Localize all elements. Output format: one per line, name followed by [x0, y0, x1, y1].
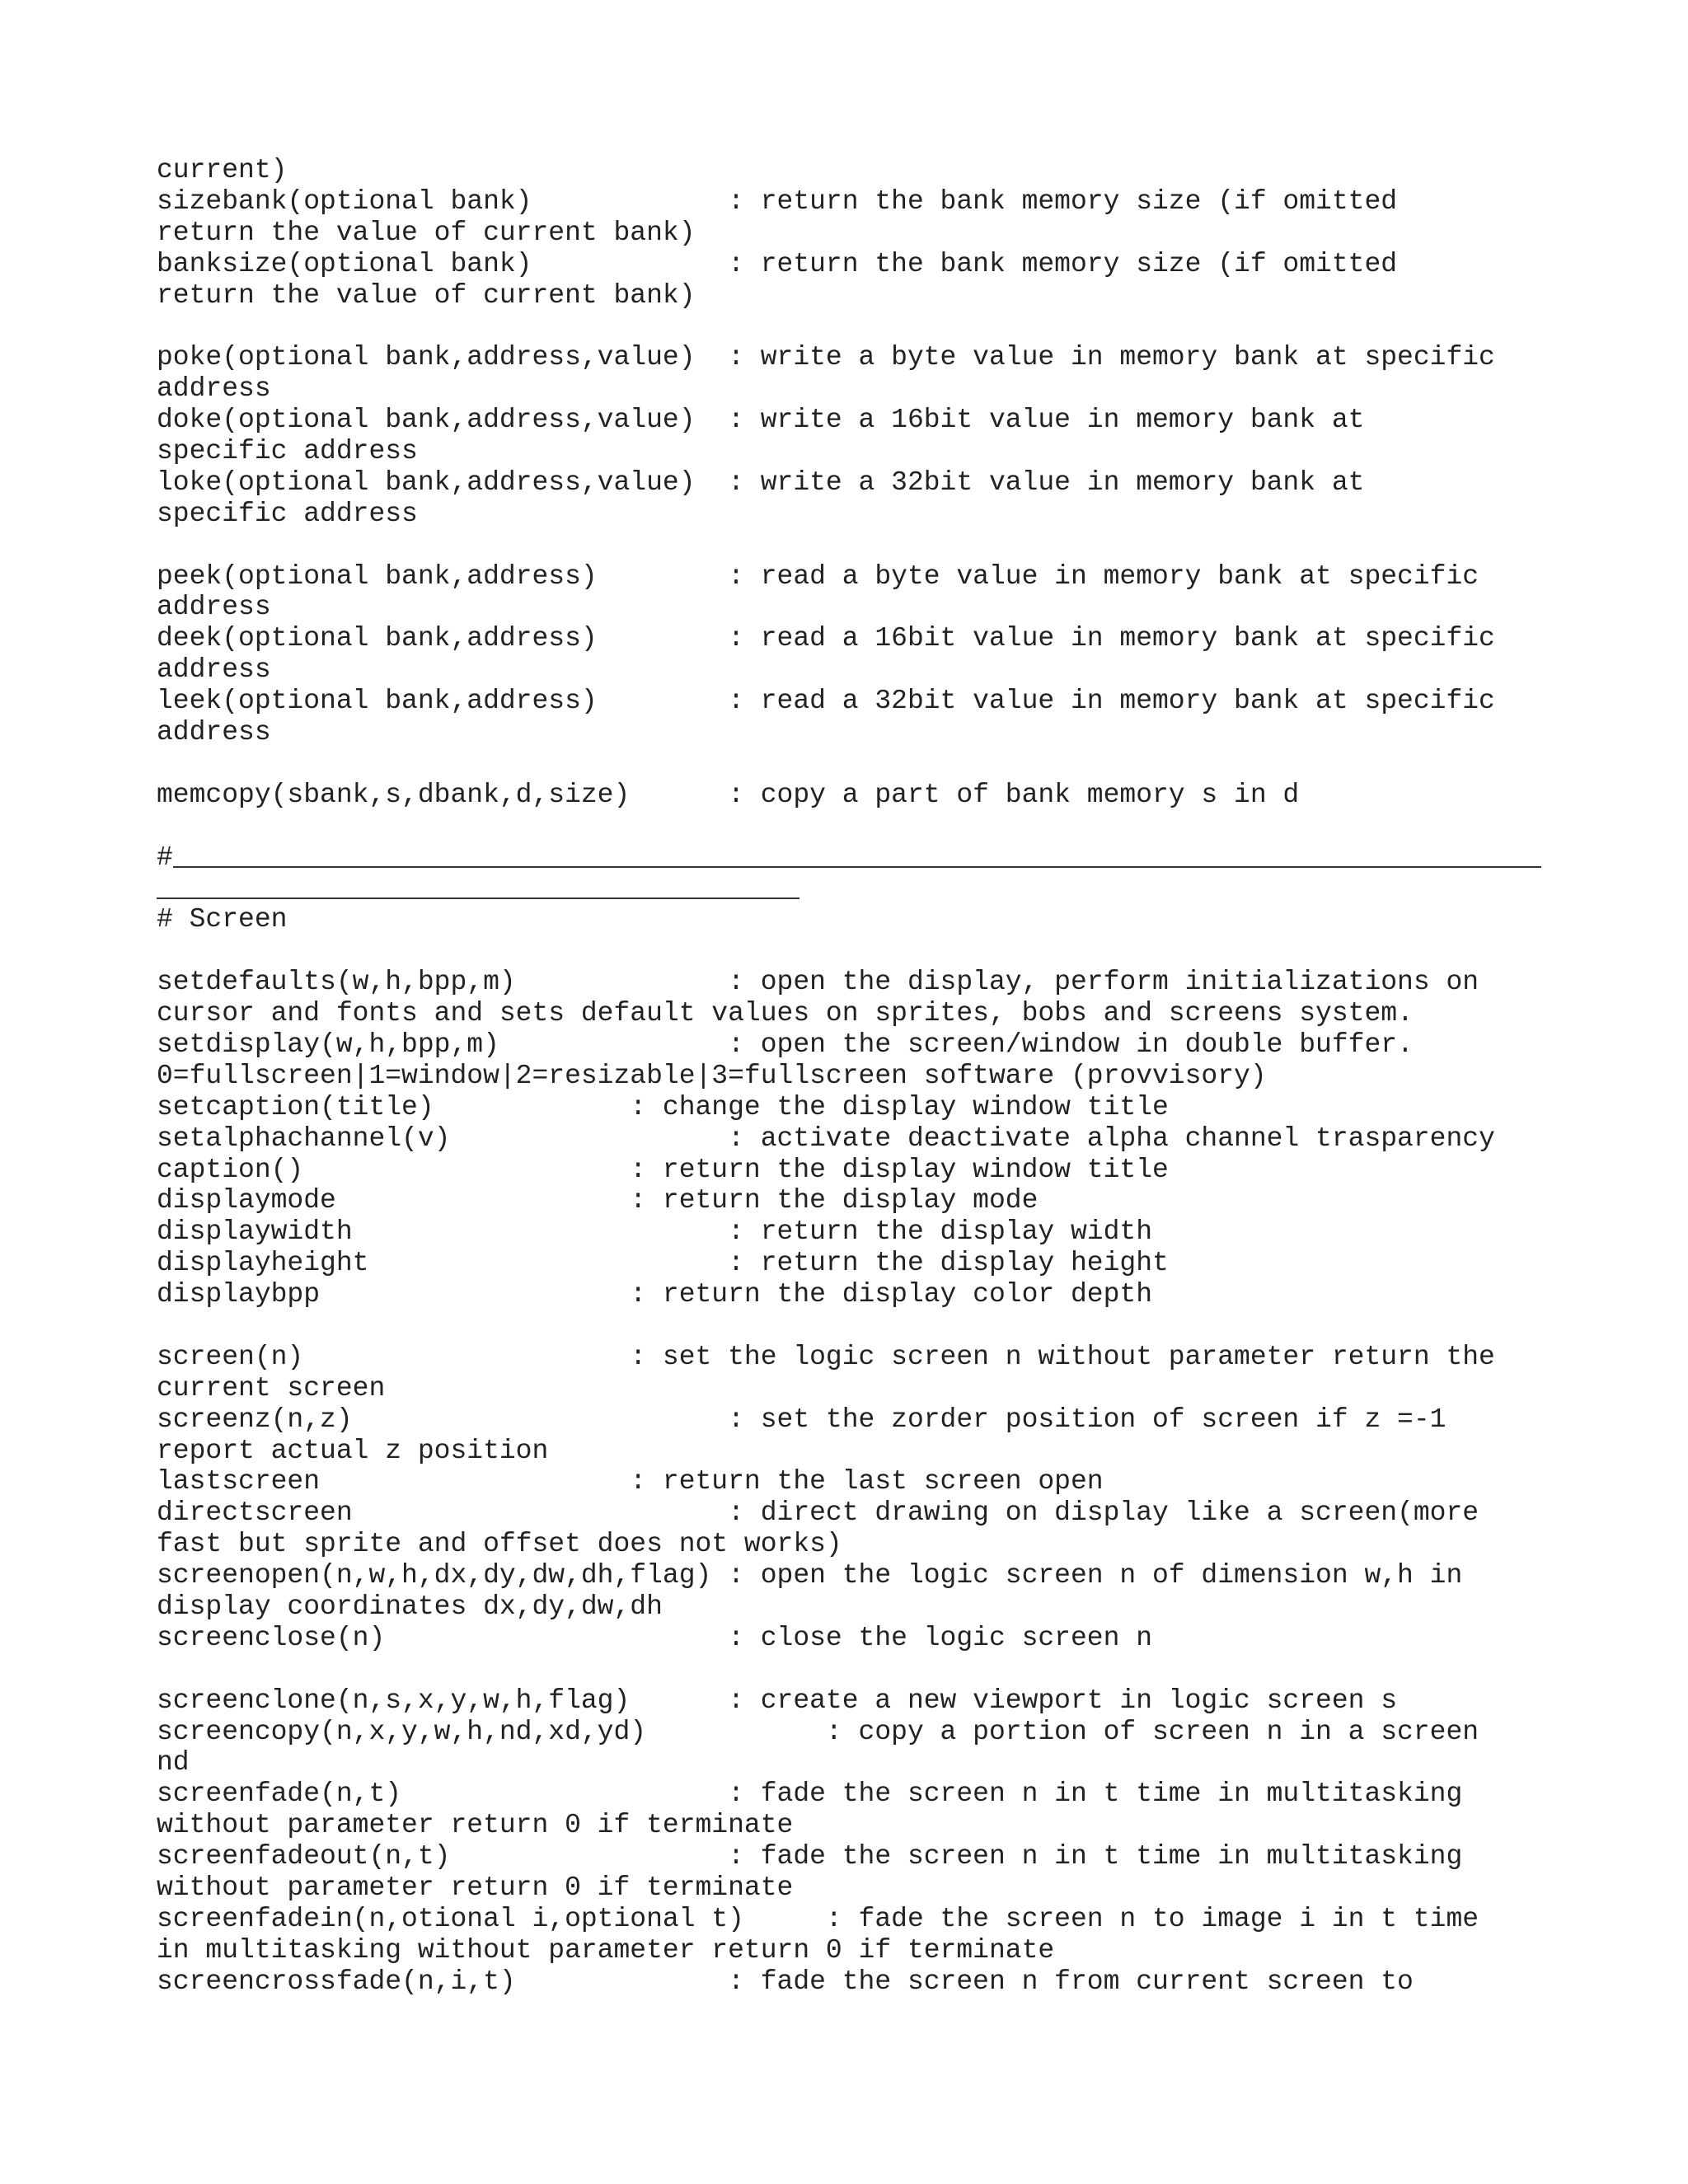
text-line: screenfadeout(n,t) : fade the screen n in t time in multitasking — [157, 1841, 1463, 1872]
text-line: screencopy(n,x,y,w,h,nd,xd,yd) : copy a portion of screen n in a screen — [157, 1716, 1479, 1747]
section-divider — [173, 866, 1541, 868]
text-line: memcopy(sbank,s,dbank,d,size) : copy a part of bank memory s in d — [157, 779, 1300, 810]
text-line: poke(optional bank,address,value) : write a byte value in memory bank at specific — [157, 342, 1495, 373]
text-line: leek(optional bank,address) : read a 32bit value in memory bank at specific — [157, 686, 1495, 717]
text-line: screenfadein(n,otional i,optional t) : fade the screen n to image i in t time — [157, 1903, 1479, 1934]
text-line: nd — [157, 1747, 190, 1779]
text-line: peek(optional bank,address) : read a byte value in memory bank at specific — [157, 560, 1479, 592]
text-line: # Screen — [157, 904, 288, 935]
text-line: sizebank(optional bank) : return the bank memory size (if omitted — [157, 185, 1398, 217]
text-line: setalphachannel(v) : activate deactivate alpha channel trasparency — [157, 1122, 1495, 1154]
text-line — [157, 748, 1541, 780]
text-line: # — [157, 842, 1541, 874]
text-line: displaybpp : return the display color depth — [157, 1279, 1152, 1310]
document-page — [157, 155, 1541, 1998]
text-line: return the value of current bank) — [157, 279, 696, 311]
text-line: screencrossfade(n,i,t) : fade the screen n from current screen to — [157, 1966, 1414, 1997]
text-line: doke(optional bank,address,value) : write a 16bit value in memory bank at — [157, 405, 1365, 436]
text-line: banksize(optional bank) : return the bank memory size (if omitted — [157, 248, 1398, 279]
text-line — [157, 935, 1541, 967]
text-line: displayheight : return the display height — [157, 1248, 1169, 1279]
text-line: in multitasking without parameter return 0 if terminate — [157, 1934, 1055, 1966]
text-line: without parameter return 0 if terminate — [157, 1810, 794, 1841]
section-divider-continuation — [157, 898, 799, 899]
text-line: setdefaults(w,h,bpp,m) : open the display, perform initializations on — [157, 967, 1479, 998]
text-line: fast but sprite and offset does not works) — [157, 1529, 842, 1560]
text-line: current) — [157, 155, 288, 185]
text-line: screenfade(n,t) : fade the screen n in t time in multitasking — [157, 1779, 1463, 1810]
text-line: address — [157, 717, 271, 748]
text-line: address — [157, 592, 271, 623]
text-line — [157, 311, 1541, 342]
text-line: screenclone(n,s,x,y,w,h,flag) : create a new viewport in logic screen s — [157, 1685, 1398, 1716]
text-line: 0=fullscreen|1=window|2=resizable|3=fullscreen software (provvisory) — [157, 1060, 1267, 1091]
text-line: screenz(n,z) : set the zorder position of screen if z =-1 — [157, 1404, 1447, 1435]
text-line: directscreen : direct drawing on display like a screen(more — [157, 1497, 1479, 1529]
text-line: without parameter return 0 if terminate — [157, 1872, 794, 1903]
text-line: current screen — [157, 1372, 386, 1404]
text-line — [157, 530, 1541, 561]
text-line: displaywidth : return the display width — [157, 1216, 1152, 1248]
text-line: specific address — [157, 436, 418, 467]
text-line: screen(n) : set the logic screen n without parameter return the — [157, 1341, 1495, 1372]
text-line: display coordinates dx,dy,dw,dh — [157, 1591, 663, 1622]
text-line — [157, 811, 1541, 842]
text-line: setcaption(title) : change the display window title — [157, 1091, 1169, 1122]
text-line: deek(optional bank,address) : read a 16bit value in memory bank at specific — [157, 623, 1495, 654]
text-line — [157, 1310, 1541, 1342]
text-line: report actual z position — [157, 1435, 549, 1466]
text-line: lastscreen : return the last screen open — [157, 1466, 1104, 1497]
text-line: address — [157, 654, 271, 686]
text-line: return the value of current bank) — [157, 217, 696, 248]
text-line: setdisplay(w,h,bpp,m) : open the screen/window in double buffer. — [157, 1029, 1414, 1060]
text-line: displaymode : return the display mode — [157, 1185, 1039, 1216]
text-line: address — [157, 373, 271, 405]
text-line — [157, 1654, 1541, 1685]
text-line — [157, 873, 1541, 904]
text-line: screenopen(n,w,h,dx,dy,dw,dh,flag) : open the logic screen n of dimension w,h in — [157, 1560, 1463, 1591]
text-line: caption() : return the display window title — [157, 1154, 1169, 1185]
text-line: cursor and fonts and sets default values on sprites, bobs and screens system. — [157, 998, 1414, 1029]
text-line: screenclose(n) : close the logic screen n — [157, 1622, 1152, 1653]
text-line: specific address — [157, 498, 418, 529]
text-line: loke(optional bank,address,value) : write a 32bit value in memory bank at — [157, 466, 1365, 498]
